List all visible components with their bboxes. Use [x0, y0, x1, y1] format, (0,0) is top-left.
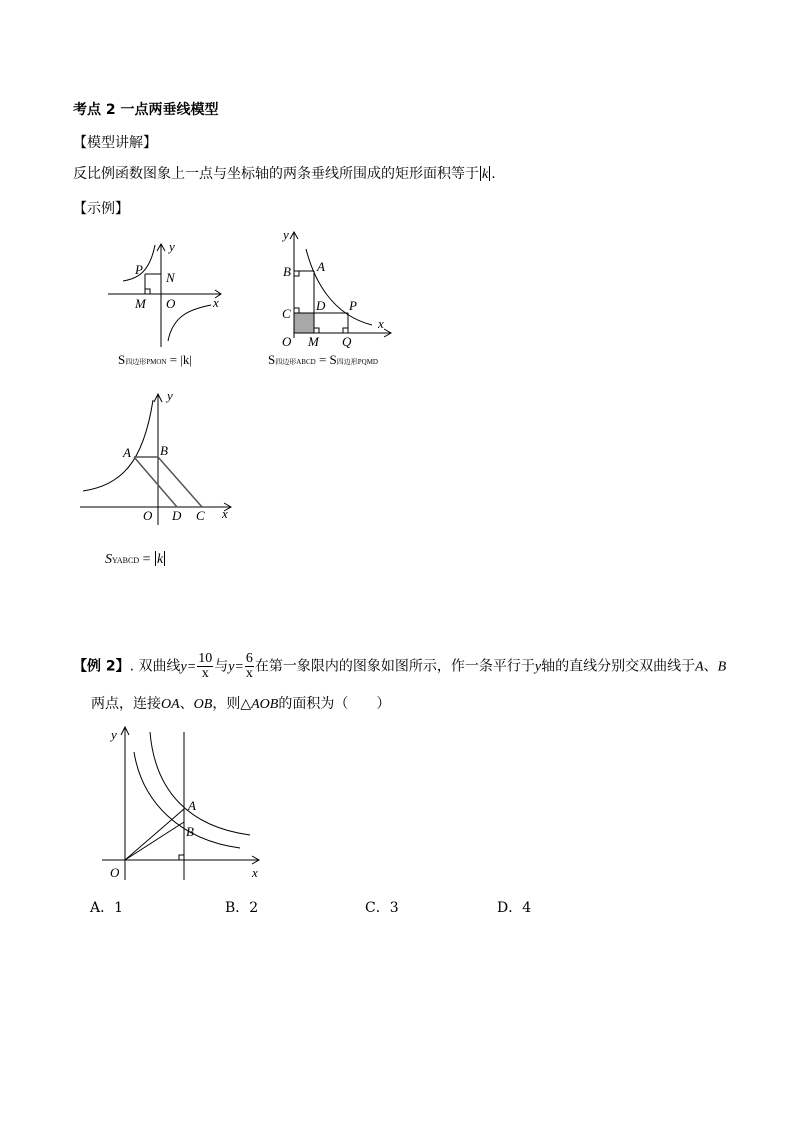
- svg-text:D: D: [172, 508, 182, 523]
- svg-text:x: x: [378, 316, 384, 331]
- explain-text: 反比例函数图象上一点与坐标轴的两条垂线所围成的矩形面积等于: [73, 166, 479, 182]
- svg-text:A: A: [317, 259, 325, 274]
- option-b[interactable]: B．2: [225, 900, 259, 916]
- svg-text:y: y: [283, 227, 289, 242]
- abs-k: k: [482, 167, 489, 182]
- figure-2: [272, 225, 402, 350]
- svg-text:C: C: [282, 306, 291, 321]
- svg-text:B: B: [283, 264, 291, 279]
- explain-text-line: [73, 164, 496, 185]
- fig1-label-M: M: [135, 296, 146, 311]
- section-title: 考点 2 一点两垂线模型: [73, 102, 219, 118]
- svg-text:y: y: [167, 388, 173, 403]
- svg-text:O: O: [282, 334, 292, 349]
- example2-line1: 【例 2】. 双曲线y= $\frac{10}{x}$ 与y= $\frac{6}{x}$ 在第一象限内的图象如图所示，作一条平行于y轴的直线分别交双曲线于A、B: [73, 651, 727, 681]
- explain-heading: 【模型讲解】: [73, 135, 157, 151]
- svg-text:O: O: [110, 865, 120, 880]
- option-d[interactable]: D．4: [497, 900, 532, 916]
- svg-text:O: O: [143, 508, 153, 523]
- svg-text:C: C: [196, 508, 205, 523]
- fig1-label-y: y: [169, 239, 175, 254]
- svg-text:M: M: [308, 334, 319, 349]
- example-heading: 【示例】: [73, 201, 129, 217]
- option-c[interactable]: C．3: [365, 900, 399, 916]
- svg-text:P: P: [349, 298, 357, 313]
- svg-text:A: A: [123, 445, 131, 460]
- fig1-caption: S四边形PMON = |k|: [118, 352, 193, 367]
- fig3-caption: SYABCD = k: [105, 552, 164, 567]
- fig1-label-O: O: [166, 296, 176, 311]
- figure-3: [75, 385, 240, 530]
- example2-line2: 两点，连接OA、OB，则△AOB的面积为（ ）: [91, 696, 391, 712]
- explain-end: .: [491, 166, 496, 182]
- svg-text:D: D: [316, 298, 326, 313]
- svg-text:y: y: [111, 727, 117, 742]
- svg-text:A: A: [188, 798, 196, 813]
- fig1-label-x: x: [213, 295, 219, 310]
- fig1-label-N: N: [166, 270, 175, 285]
- svg-text:B: B: [186, 824, 194, 839]
- svg-text:B: B: [160, 443, 168, 458]
- svg-text:Q: Q: [342, 334, 352, 349]
- figure-4: [100, 722, 270, 887]
- svg-text:x: x: [222, 506, 228, 521]
- fig2-caption: S四边形ABCD = S四边形PQMD: [268, 352, 378, 367]
- option-a[interactable]: A．1: [90, 900, 124, 916]
- svg-text:x: x: [252, 865, 258, 880]
- fig1-label-P: P: [135, 262, 143, 277]
